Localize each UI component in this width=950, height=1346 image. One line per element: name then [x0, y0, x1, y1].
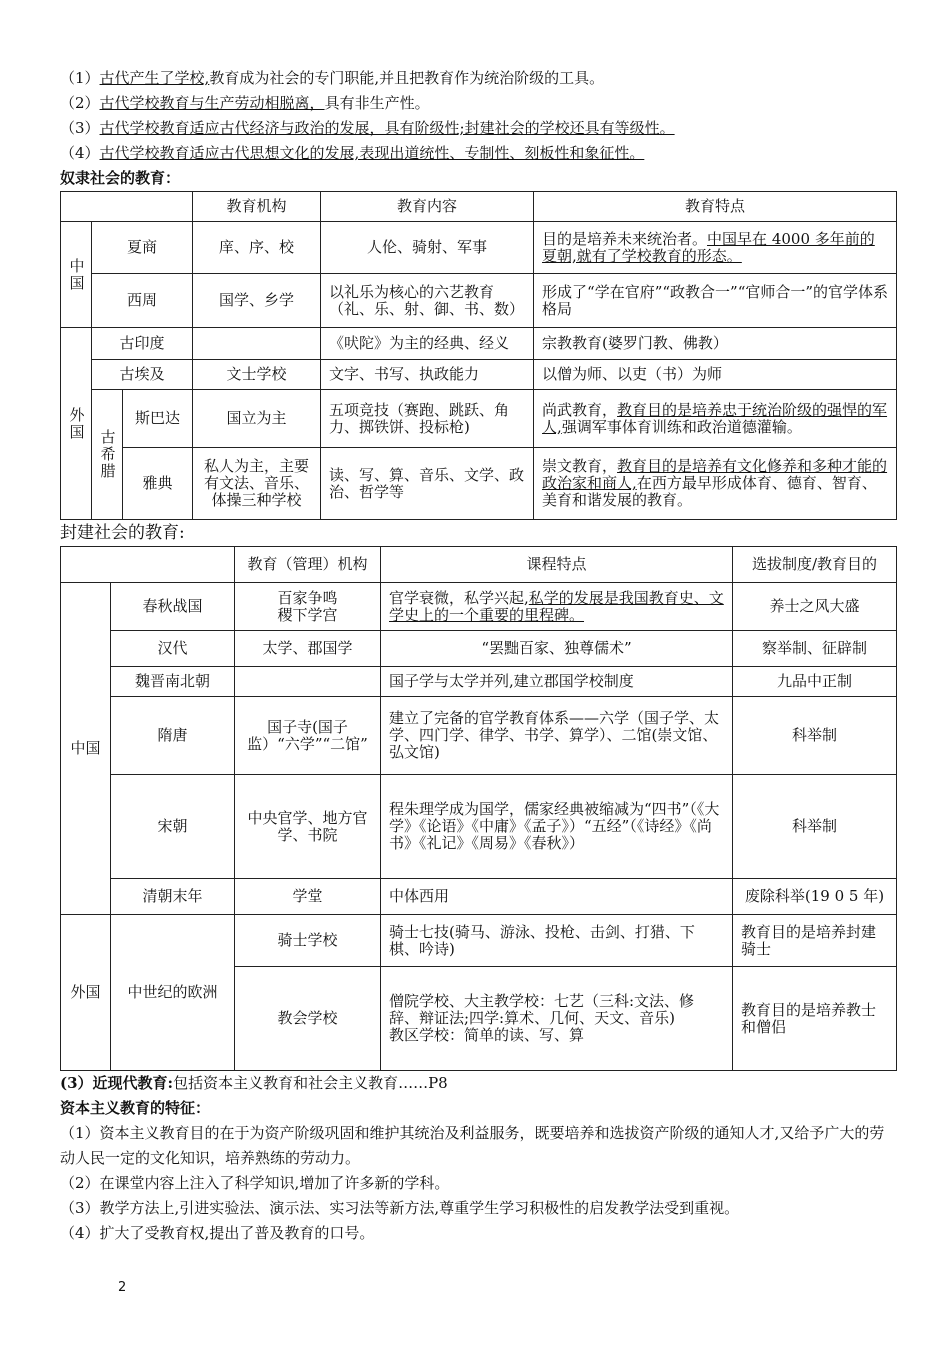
intro-list	[60, 66, 896, 166]
table-row: 西周 国学、乡学 以礼乐为核心的六艺教育（礼、乐、射、御、书、数） 形成了“学在官府”“政教合一”“官师合一”的官学体系格局	[61, 274, 897, 328]
intro-line: （2）古代学校教育与生产劳动相脱离，具有非生产性。	[60, 94, 430, 112]
region-label: 外国	[61, 328, 92, 520]
table-row: 教会学校 僧院学校、大主教学校：七艺（三科:文法、修辞、辩证法;四学:算术、几何、天文、音乐) 教区学校：简单的读、写、算 教育目的是培养教士和僧侣	[61, 967, 897, 1071]
intro-line: （3）古代学校教育适应古代经济与政治的发展，具有阶级性;封建社会的学校还具有等级性。	[60, 119, 675, 137]
table-header-row	[61, 192, 897, 222]
header-cell: 课程特点	[381, 547, 733, 583]
document-page	[60, 66, 896, 1246]
header-cell: 教育机构	[193, 192, 321, 222]
page-number: 2	[118, 1280, 127, 1295]
header-cell: 教育（管理）机构	[235, 547, 381, 583]
intro-line: （1）古代产生了学校,教育成为社会的专门职能,并且把教育作为统治阶级的工具。	[60, 69, 605, 87]
table-row: 外国 中世纪的欧洲 骑士学校 骑士七技(骑马、游泳、投枪、击剑、打猎、下棋、吟诗) 教育目的是培养封建骑士	[61, 915, 897, 967]
table-row: 中国 春秋战国 百家争鸣 稷下学宫 官学衰微，私学兴起,私学的发展是我国教育史、文学史上的一个重要的里程碑。 养士之风大盛	[61, 583, 897, 631]
capitalism-item: （4）扩大了受教育权,提出了普及教育的口号。	[60, 1224, 375, 1242]
capitalism-title: 资本主义教育的特征：	[60, 1099, 211, 1117]
table-row: 宋朝 中央官学、地方官学、书院 程朱理学成为国学，儒家经典被缩减为“四书”（《大学》《论语》《中庸》《孟子》）“五经”（《诗经》《尚书》《礼记》《周易》《春秋》） 科举制	[61, 775, 897, 879]
table-row: 隋唐 国子寺(国子监）“六学”“二馆” 建立了完备的官学教育体系——六学（国子学、太学、四门学、律学、书学、算学）、二馆(崇文馆、弘文馆) 科举制	[61, 697, 897, 775]
feudal-section-title: 封建社会的教育:	[60, 523, 185, 543]
capitalism-item: （2）在课堂内容上注入了科学知识,增加了许多新的学科。	[60, 1174, 450, 1192]
capitalism-item: （1）资本主义教育目的在于为资产阶级巩固和维护其统治及利益服务，既要培养和选拔资产阶级的通知人才,又给予广大的劳动人民一定的文化知识，培养熟练的劳动力。	[60, 1124, 885, 1167]
intro-line: （4）古代学校教育适应古代思想文化的发展,表现出道统性、专制性、刻板性和象征性。	[60, 144, 645, 162]
table-row: 中国 夏商 庠、序、校 人伦、骑射、军事 目的是培养未来统治者。中国早在 4000 多年前的夏朝,就有了学校教育的形态。	[61, 222, 897, 274]
region-label: 中国	[61, 583, 111, 915]
table-header-row	[61, 547, 897, 583]
table-row: 汉代 太学、郡国学 “罢黜百家、独尊儒术” 察举制、征辟制	[61, 631, 897, 667]
header-cell: 选拔制度/教育目的	[733, 547, 897, 583]
table-row: 外国 古印度 《吠陀》为主的经典、经义 宗教教育(婆罗门教、佛教）	[61, 328, 897, 360]
region-label: 中国	[61, 222, 92, 328]
header-cell: 教育内容	[321, 192, 534, 222]
feudal-education-table	[60, 546, 897, 1071]
capitalism-item: （3）教学方法上,引进实验法、演示法、实习法等新方法,尊重学生学习积极性的启发教学法受到重视。	[60, 1199, 740, 1217]
header-cell: 教育特点	[534, 192, 897, 222]
region-label: 外国	[61, 915, 111, 1071]
slave-education-table	[60, 191, 897, 520]
table-row: 魏晋南北朝 国子学与太学并列,建立郡国学校制度 九品中正制	[61, 667, 897, 697]
slave-section-title: 奴隶社会的教育：	[60, 169, 181, 187]
table-row: 古埃及 文士学校 文字、书写、执政能力 以僧为师、以吏（书）为师	[61, 360, 897, 390]
modern-heading: (3）近现代教育:包括资本主义教育和社会主义教育……P8	[60, 1074, 448, 1092]
table-row: 雅典 私人为主，主要有文法、音乐、体操三种学校 读、写、算、音乐、文学、政治、哲学等 崇文教育，教育目的是培养有文化修养和多种才能的政治家和商人,在西方最早形成体育、德育、智育、美育和谐发展的教育。	[61, 448, 897, 520]
table-row: 古希腊 斯巴达 国立为主 五项竞技（赛跑、跳跃、角力、掷铁饼、投标枪) 尚武教育，教育目的是培养忠于统治阶级的强悍的军人,强调军事体育训练和政治道德灌输。	[61, 390, 897, 448]
table-row: 清朝末年 学堂 中体西用 废除科举(19 0 5 年)	[61, 879, 897, 915]
region-label: 古希腊	[92, 390, 123, 520]
